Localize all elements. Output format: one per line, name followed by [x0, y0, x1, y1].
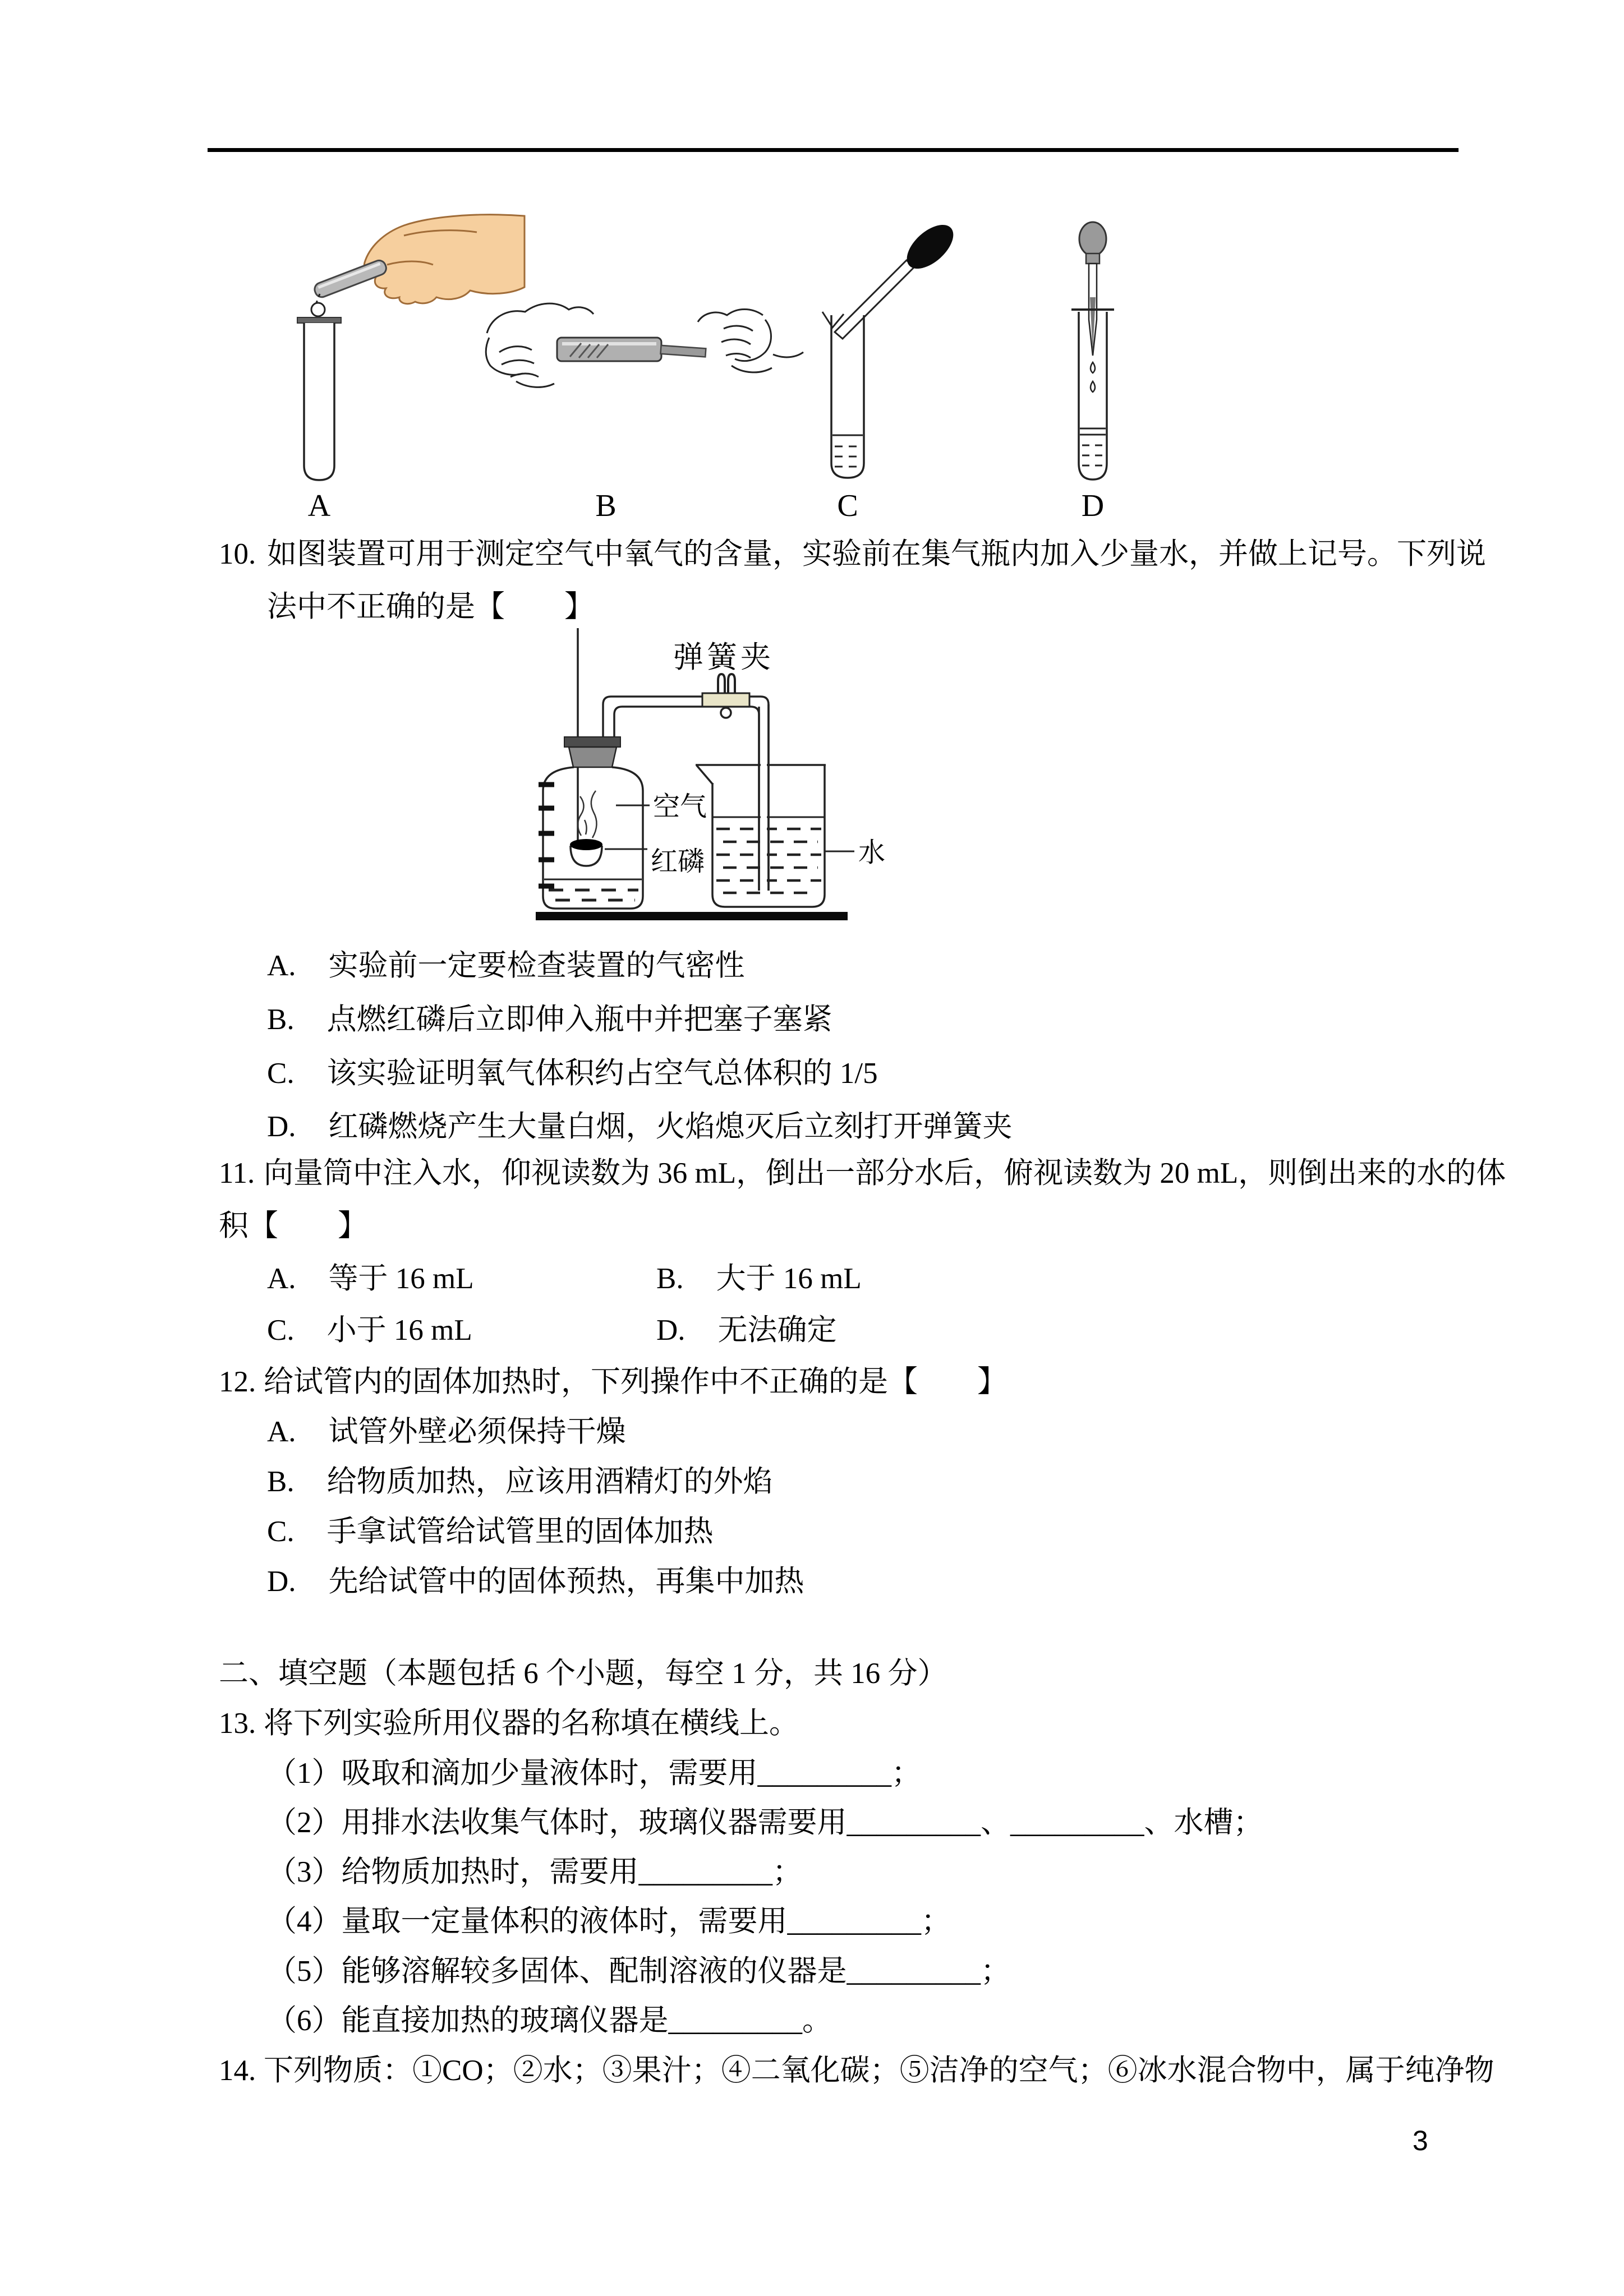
- q11-option-b: [656, 1261, 862, 1297]
- q13-item-5: （5）能够溶解较多固体、配制溶液的仪器是_________；: [267, 1955, 1010, 1988]
- lab-techniques-figure: [236, 213, 1189, 527]
- q12-option-c-text: 手拿试管给试管里的固体加热: [326, 1515, 714, 1548]
- q13-item-2: （2）用排水法收集气体时，玻璃仪器需要用_________、_________、水槽；: [267, 1806, 1263, 1839]
- diagram-phosphorus-label: 红磷: [651, 847, 705, 877]
- q13-item-6: （6）能直接加热的玻璃仪器是_________。: [267, 2004, 832, 2037]
- q10-option-d-label: D.: [267, 1110, 296, 1143]
- q10-option-d-text: 红磷燃烧产生大量白烟，火焰熄灭后立刻打开弹簧夹: [328, 1110, 1013, 1143]
- q12-line-1: 给试管内的固体加热时，下列操作中不正确的是【 】: [264, 1366, 1007, 1398]
- q10-option-c: [267, 1055, 878, 1091]
- q13-item-1: （1）吸取和滴加少量液体时，需要用_________；: [267, 1757, 921, 1790]
- q11-option-a-label: A.: [267, 1262, 296, 1295]
- q11-line-1: 向量筒中注入水，仰视读数为 36 mL，倒出一部分水后，俯视读数为 20 mL，则倒出来的水的体: [264, 1157, 1506, 1190]
- figure-c-dropper-at-mouth-icon: [822, 216, 961, 523]
- q11-option-c-label: C.: [267, 1314, 295, 1347]
- q10-option-c-text: 该实验证明氧气体积约占空气总体积的 1/5: [326, 1057, 878, 1090]
- figure-d-dropper-inside-icon: [1071, 222, 1114, 523]
- q11-option-b-text: 大于 16 mL: [716, 1262, 862, 1295]
- q11-option-a: [267, 1261, 474, 1297]
- q14-line-1: 下列物质：①CO；②水；③果汁；④二氧化碳；⑤洁净的空气；⑥冰水混合物中，属于纯净物: [264, 2054, 1494, 2087]
- q11-option-a-text: 等于 16 mL: [328, 1262, 474, 1295]
- q13-item-4: （4）量取一定量体积的液体时，需要用_________；: [267, 1905, 951, 1938]
- figure-c-label: C: [837, 488, 858, 523]
- q10-option-a-label: A.: [267, 949, 296, 982]
- q11-option-c: [267, 1312, 472, 1348]
- q12-option-c: [267, 1514, 714, 1550]
- figure-a-add-solid-icon: [297, 215, 525, 523]
- q10-number: 10.: [219, 538, 256, 570]
- figure-a-label: A: [307, 488, 331, 523]
- q12-option-d-text: 先给试管中的固体预热，再集中加热: [328, 1565, 804, 1598]
- q13-intro: 将下列实验所用仪器的名称填在横线上。: [264, 1707, 799, 1740]
- diagram-air-label: 空气: [653, 792, 707, 822]
- q10-option-b-text: 点燃红磷后立即伸入瓶中并把塞子塞紧: [326, 1003, 832, 1036]
- diagram-clip-label: 弹簧夹: [673, 640, 774, 674]
- q11-option-b-label: B.: [656, 1262, 684, 1295]
- q10-experiment-diagram: [527, 627, 909, 933]
- q12-option-b-label: B.: [267, 1465, 295, 1498]
- q11-number: 11.: [219, 1157, 255, 1190]
- q11-option-c-text: 小于 16 mL: [326, 1314, 472, 1347]
- q11-option-d: [656, 1312, 837, 1348]
- q10-line-1: 如图装置可用于测定空气中氧气的含量，实验前在集气瓶内加入少量水，并做上记号。下列说: [267, 538, 1486, 570]
- q12-option-c-label: C.: [267, 1515, 295, 1548]
- diagram-water-label: 水: [858, 838, 886, 868]
- figure-b-horizontal-tube-icon: [486, 303, 803, 523]
- figure-b-label: B: [595, 488, 617, 523]
- q12-option-b-text: 给物质加热，应该用酒精灯的外焰: [326, 1465, 773, 1498]
- q12-option-b: [267, 1464, 773, 1500]
- q10-line-2: 法中不正确的是【 】: [267, 591, 594, 623]
- q12-option-a: [267, 1414, 626, 1450]
- q10-option-b-label: B.: [267, 1003, 295, 1036]
- q10-option-a: [267, 948, 745, 984]
- q12-option-a-text: 试管外壁必须保持干燥: [328, 1416, 626, 1448]
- q12-number: 12.: [219, 1366, 256, 1398]
- q13-number: 13.: [219, 1707, 256, 1740]
- q13-item-3: （3）给物质加热时，需要用_________；: [267, 1856, 802, 1888]
- q12-option-a-label: A.: [267, 1416, 296, 1448]
- q10-option-d: [267, 1109, 1013, 1145]
- q10-option-a-text: 实验前一定要检查装置的气密性: [328, 949, 745, 982]
- header-rule: [208, 148, 1459, 152]
- q10-option-c-label: C.: [267, 1057, 295, 1090]
- q11-option-d-text: 无法确定: [717, 1314, 837, 1347]
- q12-option-d-label: D.: [267, 1565, 296, 1598]
- q14-number: 14.: [219, 2054, 256, 2087]
- q10-option-b: [267, 1002, 832, 1038]
- spring-clip-icon: [702, 674, 749, 718]
- page-number: 3: [1413, 2125, 1428, 2156]
- section-2-header: 二、填空题（本题包括 6 个小题，每空 1 分，共 16 分）: [219, 1657, 947, 1690]
- q12-option-d: [267, 1564, 804, 1599]
- q11-option-d-label: D.: [656, 1314, 686, 1347]
- figure-d-label: D: [1081, 488, 1105, 523]
- q11-line-2: 积【 】: [219, 1210, 367, 1242]
